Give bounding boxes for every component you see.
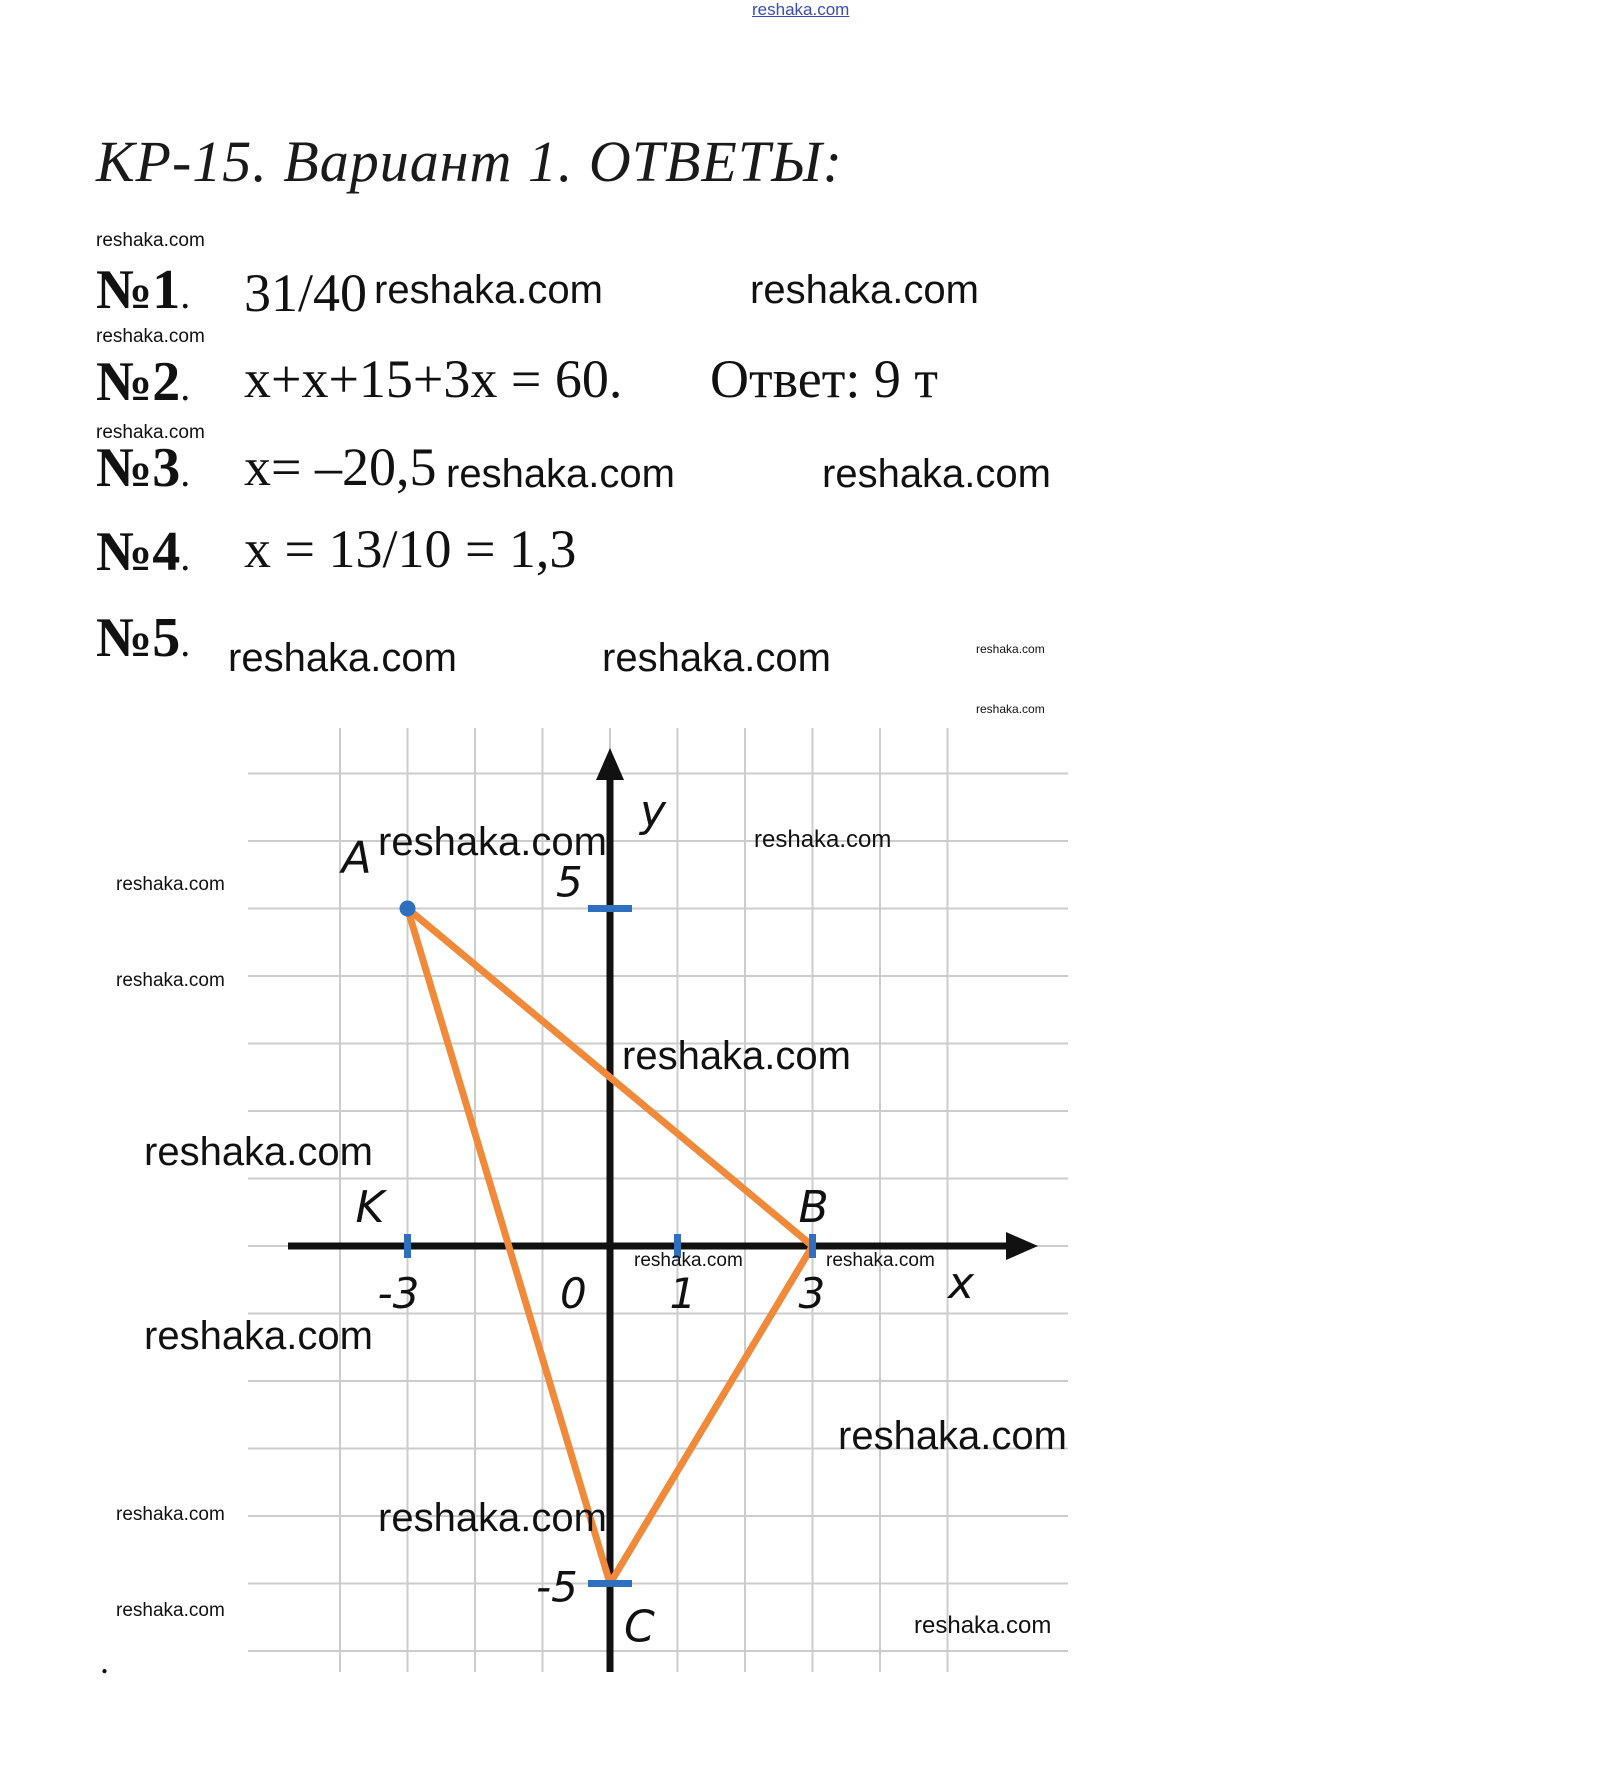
watermark: reshaka.com	[446, 452, 675, 496]
watermark: reshaka.com	[822, 452, 1051, 496]
tick-label-y-minus5: -5	[536, 1562, 578, 1612]
answer-1: 31/40	[244, 263, 368, 323]
tick-label-y-5: 5	[556, 857, 583, 907]
watermark: reshaka.com	[976, 642, 1045, 656]
watermark: reshaka.com	[976, 702, 1045, 716]
watermark: reshaka.com	[96, 422, 205, 443]
item-number-2: №2.	[96, 351, 191, 413]
watermark: reshaka.com	[826, 1250, 935, 1271]
watermark: reshaka.com	[914, 1612, 1052, 1639]
watermark: reshaka.com	[378, 1496, 607, 1540]
y-axis-arrow	[596, 748, 624, 780]
x-axis-label: x	[948, 1258, 975, 1309]
equation-2: x+x+15+3x = 60.	[244, 349, 623, 409]
x-axis-arrow	[1006, 1232, 1038, 1260]
watermark: reshaka.com	[378, 820, 607, 864]
tick-label-x-1: 1	[669, 1269, 697, 1318]
coordinate-plane	[248, 728, 1068, 1672]
answer-3: x= –20,5	[244, 437, 437, 497]
watermark: reshaka.com	[96, 230, 205, 251]
page-title: КР-15. Вариант 1. ОТВЕТЫ:	[96, 129, 843, 194]
watermark: reshaka.com	[602, 636, 831, 680]
watermark: reshaka.com	[116, 1504, 225, 1525]
watermark: reshaka.com	[750, 268, 979, 312]
watermark: reshaka.com	[116, 1600, 225, 1621]
watermark: reshaka.com	[374, 268, 603, 312]
watermark: reshaka.com	[754, 826, 892, 853]
item-number-1: №1.	[96, 259, 191, 321]
y-axis-label: y	[640, 786, 667, 837]
tick-label-x-3: 3	[798, 1269, 826, 1318]
point-label-k: K	[355, 1182, 385, 1233]
point-label-b: B	[798, 1182, 829, 1233]
watermark: reshaka.com	[144, 1130, 373, 1174]
point-label-c: C	[624, 1601, 655, 1653]
watermark: reshaka.com	[144, 1314, 373, 1358]
coordinate-graph	[248, 728, 1068, 1677]
watermark: reshaka.com	[228, 636, 457, 680]
watermark: reshaka.com	[116, 970, 225, 991]
trailing-dot: .	[100, 1641, 109, 1681]
item-number-4: №4.	[96, 521, 191, 583]
watermark: reshaka.com	[96, 326, 205, 347]
watermark: reshaka.com	[634, 1250, 743, 1271]
answer-4: x = 13/10 = 1,3	[244, 519, 577, 579]
tick-label-x-minus3: -3	[377, 1269, 420, 1318]
origin-label: 0	[560, 1269, 587, 1318]
point-a-dot	[400, 901, 416, 917]
watermark: reshaka.com	[622, 1034, 851, 1078]
item-number-5: №5.	[96, 607, 191, 669]
watermark: reshaka.com	[838, 1414, 1067, 1458]
triangle-abc	[400, 901, 813, 1584]
answer-2: Ответ: 9 т	[710, 349, 938, 409]
item-number-3: №3.	[96, 437, 191, 499]
point-label-a: A	[341, 832, 372, 884]
watermark: reshaka.com	[116, 874, 225, 895]
header-watermark[interactable]: reshaka.com	[752, 0, 850, 19]
